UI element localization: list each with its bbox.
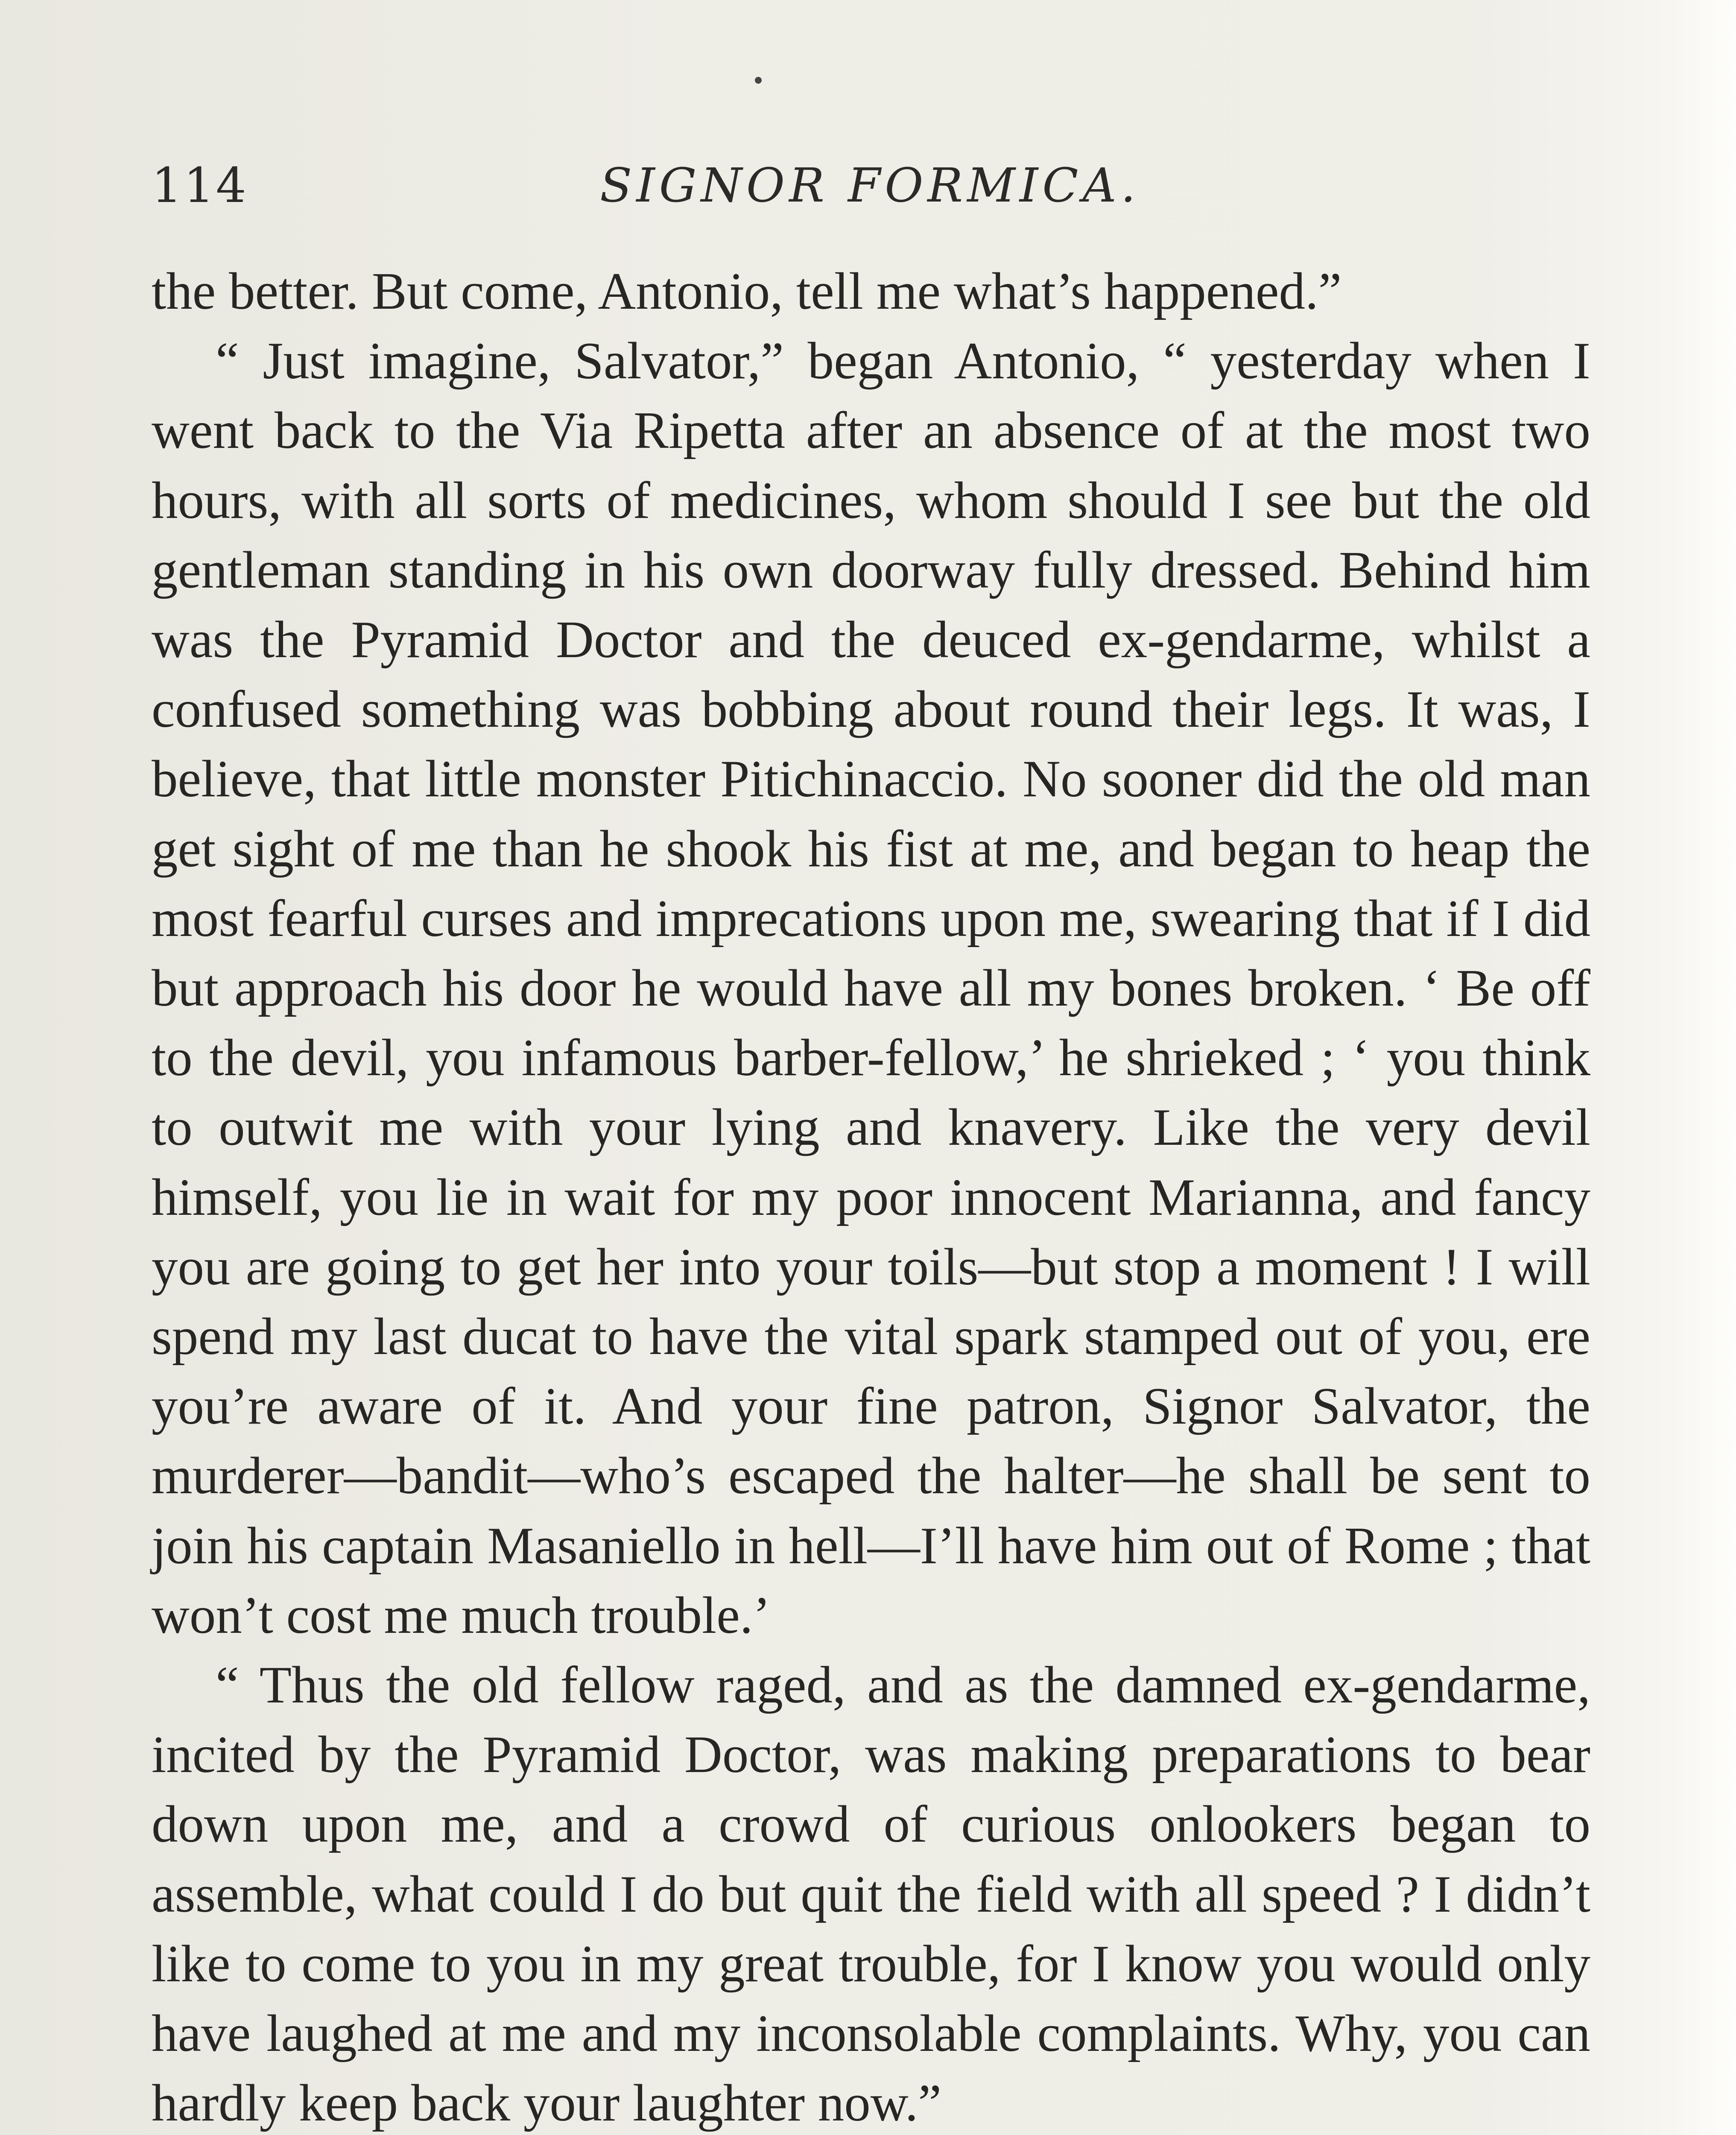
paragraph-3: “ Thus the old fellow raged, and as the damned ex-gendarme, incited by the Pyramid Doctor, was making preparations to bear down upon me, and a crowd of curious onlookers began to assemble, what could I do but quit the field with all speed ? I didn’t like to come to you in my great trouble, for I know you would only have laughed at me and my inconsolable complaints. Why, you can hardly keep back your laughter now.”: [152, 1655, 1590, 2132]
paragraph-2: “ Just imagine, Salvator,” began Antonio, “ yesterday when I went back to the Via Ripetta after an absence of at the most two hours, with all sorts of medicines, whom should I see but the old gentleman standing in his own doorway fully dressed. Behind him was the Pyramid Doctor and the deuced ex-gendarme, whilst a confused something was bobbing about round their legs. It was, I believe, that little monster Pitichinaccio. No sooner did the old man get sight of me than he shook his fist at me, and began to heap the most fearful curses and imprecations upon me, swearing that if I did but approach his door he would have all my bones broken. ‘ Be off to the devil, you infamous barber-fellow,’ he shrieked ; ‘ you think to outwit me with your lying and knavery. Like the very devil himself, you lie in wait for my poor innocent Marianna, and fancy you are going to get her into your toils—but stop a moment ! I will spend my last ducat to have the vital spark stamped out of you, ere you’re aware of it. And your fine patron, Signor Salvator, the murderer—bandit—who’s escaped the halter—he shall be sent to join his captain Masaniello in hell—I’ll have him out of Rome ; that won’t cost me much trouble.’: [152, 331, 1590, 1644]
ink-speck: [755, 77, 762, 84]
running-title: SIGNOR FORMICA.: [600, 158, 1140, 213]
page-fold-shadow: [1676, 0, 1736, 2135]
running-head: [152, 158, 1586, 222]
page-number: 114: [152, 158, 248, 214]
body-text: [152, 256, 1590, 2135]
paragraph-1: the better. But come, Antonio, tell me what’s happened.”: [152, 262, 1342, 320]
